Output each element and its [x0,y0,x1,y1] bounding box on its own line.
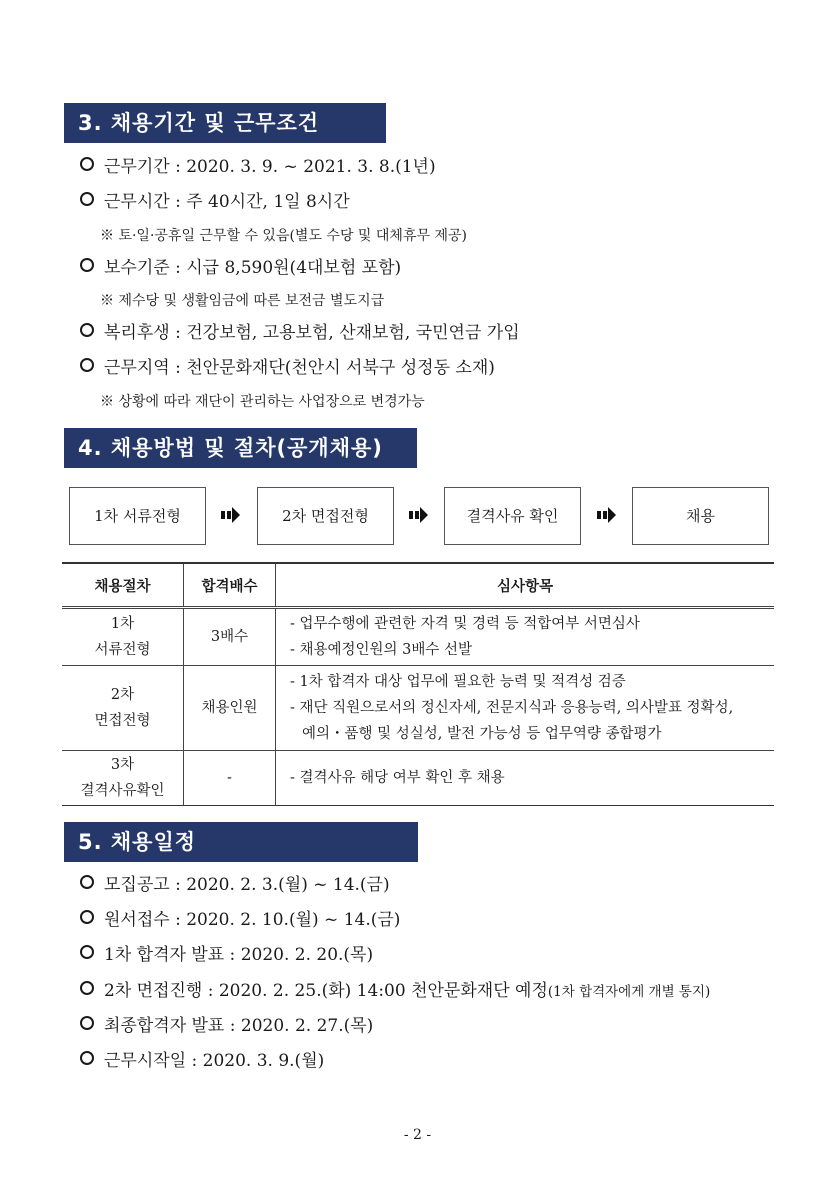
flow-step-interview: 2차 면접전형 [257,487,394,545]
schedule-final-result-item [80,1014,373,1038]
items-cell [276,608,775,666]
stage-cell [62,751,184,806]
item-line: 예의・품행 및 성실성, 발전 가능성 등 업무역량 종합평가 [302,726,662,742]
circle-bullet-icon [80,192,94,206]
schedule-text: 원서접수 : 2020. 2. 10.(월) ~ 14.(금) [104,910,401,930]
circle-bullet-icon [80,1051,94,1065]
header-stage: 채용절차 [62,563,184,608]
arrow-right-icon [409,505,429,525]
schedule-interview-item [80,979,710,1004]
schedule-interview-note: (1차 합격자에게 개별 통지) [547,984,711,1000]
circle-bullet-icon [80,323,94,337]
schedule-application-item [80,908,400,932]
schedule-text: 최종합격자 발표 : 2020. 2. 27.(목) [104,1016,374,1036]
item-line: - 채용예정인원의 3배수 선발 [290,642,473,658]
circle-bullet-icon [80,1016,94,1030]
circle-bullet-icon [80,875,94,889]
stage-number: 2차 [110,687,135,703]
circle-bullet-icon [80,157,94,171]
schedule-announcement-item [80,873,390,897]
stage-cell [62,666,184,751]
table-header-row [62,563,774,608]
schedule-first-result-item [80,943,373,967]
work-period-item [80,155,436,179]
schedule-text: 1차 합격자 발표 : 2020. 2. 20.(목) [104,945,374,965]
pay-standard-note: ※ 제수당 및 생활임금에 따른 보전금 별도지급 [100,293,385,309]
item-line: - 업무수행에 관련한 자격 및 경력 등 적합여부 서면심사 [290,616,640,632]
items-cell [276,751,775,806]
ratio-cell: 3배수 [184,608,276,666]
arrow-right-icon [221,505,241,525]
work-hours-item [80,190,350,214]
stage-cell [62,608,184,666]
circle-bullet-icon [80,910,94,924]
item-line: - 1차 합격자 대상 업무에 필요한 능력 및 적격성 검증 [290,674,626,690]
work-hours-note: ※ 토·일·공휴일 근무할 수 있음(별도 수당 및 대체휴무 제공) [100,228,467,244]
page-number: - 2 - [403,1127,432,1143]
circle-bullet-icon [80,258,94,272]
pay-standard-item [80,256,401,280]
stage-number: 1차 [110,616,135,632]
table-row [62,608,774,666]
ratio-cell: - [184,751,276,806]
item-line: - 재단 직원으로서의 정신자세, 전문지식과 응용능력, 의사발표 정확성, [290,700,734,716]
work-location-text: 근무지역 : 천안문화재단(천안시 서북구 성정동 소재) [104,358,495,378]
header-items: 심사항목 [276,563,775,608]
work-period-text: 근무기간 : 2020. 3. 9. ~ 2021. 3. 8.(1년) [104,157,436,177]
flow-step-hire: 채용 [632,487,769,545]
stage-name: 결격사유확인 [80,783,165,799]
table-row [62,666,774,751]
arrow-right-icon [597,505,617,525]
item-line: - 결격사유 해당 여부 확인 후 채용 [290,770,505,786]
screening-table [62,562,774,806]
benefits-text: 복리후생 : 건강보험, 고용보험, 산재보험, 국민연금 가입 [104,323,520,343]
work-location-item [80,356,495,380]
flow-step-document-screening: 1차 서류전형 [69,487,206,545]
benefits-item [80,321,520,345]
stage-name: 서류전형 [94,642,151,658]
pay-standard-text: 보수기준 : 시급 8,590원(4대보험 포함) [104,258,402,278]
work-hours-text: 근무시간 : 주 40시간, 1일 8시간 [104,192,350,212]
table-row [62,751,774,806]
circle-bullet-icon [80,981,94,995]
circle-bullet-icon [80,358,94,372]
ratio-cell: 채용인원 [184,666,276,751]
header-ratio: 합격배수 [184,563,276,608]
stage-number: 3차 [110,757,135,773]
section-3-heading: 3. 채용기간 및 근무조건 [64,103,386,143]
stage-name: 면접전형 [94,713,151,729]
schedule-start-item [80,1049,324,1073]
schedule-text: 근무시작일 : 2020. 3. 9.(월) [104,1051,325,1071]
circle-bullet-icon [80,945,94,959]
section-4-heading: 4. 채용방법 및 절차(공개채용) [64,428,417,468]
schedule-text: 2차 면접진행 : 2020. 2. 25.(화) 14:00 천안문화재단 예정 [104,981,548,1001]
flow-step-disqualification-check: 결격사유 확인 [444,487,581,545]
work-location-note: ※ 상황에 따라 재단이 관리하는 사업장으로 변경가능 [100,394,425,410]
section-5-heading: 5. 채용일정 [64,822,418,862]
schedule-text: 모집공고 : 2020. 2. 3.(월) ~ 14.(금) [104,875,390,895]
items-cell [276,666,775,751]
